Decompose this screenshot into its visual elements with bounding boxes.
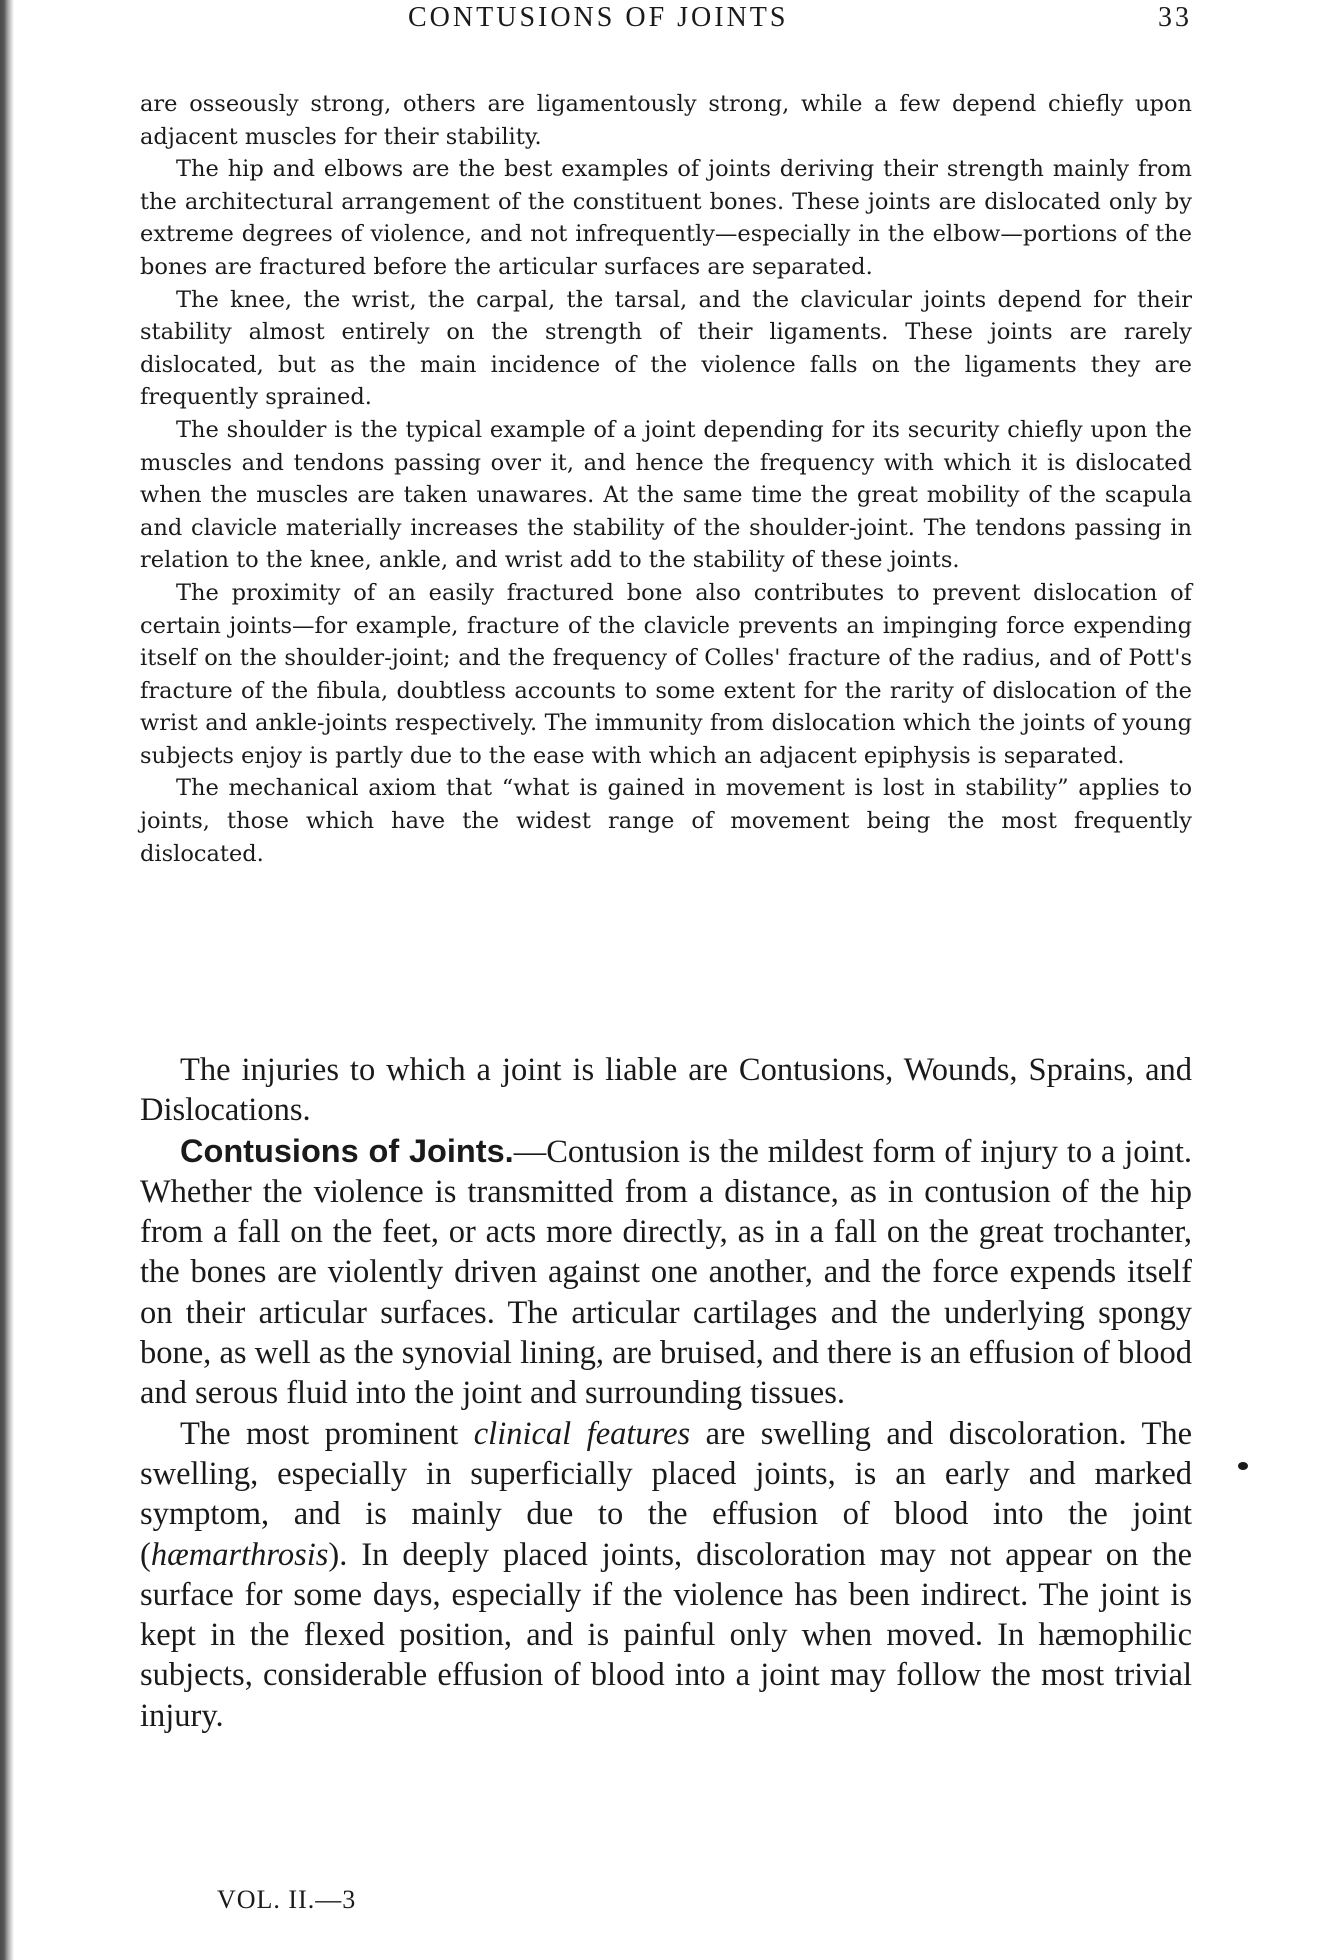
contusions-paragraph <box>140 1131 1192 1414</box>
clinical-features-term: clinical features <box>473 1415 691 1452</box>
paragraph-fractured-bone: The proximity of an easily fractured bone also contributes to prevent dislocation of certain joints—for example, fracture of the clavicle prevents an impinging force expending itself on the shoulder-joint; and the frequency of Colles' fracture of the radius, and of Pott's fracture of the fibula, doubtless accounts to some extent for the rarity of dislocation of the wrist and ankle-joints respectively. The immunity from dislocation which the joints of young subjects enjoy is partly due to the ease with which an adjacent epiphysis is separated. <box>140 579 1192 769</box>
running-head <box>140 2 1192 36</box>
contusions-text: —Contusion is the mildest form of injury to a joint. Whether the violence is transmitted from a distance, as in contusion of the hip from a fall on the feet, or acts more directly, as in a fall on the great trochanter, the bones are violently driven against one another, and the force expends itself on their articular surfaces. The articular cartilages and the underlying spongy bone, as well as the synovial lining, are bruised, and there is an effusion of blood and serous fluid into the joint and surrounding tissues. <box>140 1133 1192 1412</box>
paragraph-shoulder: The shoulder is the typical example of a joint depending for its security chiefly upon the muscles and tendons passing over it, and hence the frequency with which it is dislocated when the muscles are taken unawares. At the same time the great mobility of the scapula and clavicle materially increases the stability of the shoulder-joint. The tendons passing in relation to the knee, ankle, and wrist add to the stability of these joints. <box>140 416 1192 574</box>
contusions-heading: Contusions of Joints. <box>180 1132 514 1169</box>
margin-mark <box>1238 1462 1248 1470</box>
clinical-text-b: ). In deeply placed joints, discoloration may not appear on the surface for some days, especially if the violence has been indirect. The joint is kept in the flexed position, and is painful only when moved. In hæmophilic subjects, considerable effusion of blood into a joint may follow the most trivial injury. <box>140 1536 1192 1734</box>
clinical-text-a: are swelling and discoloration. The swelling, especially in superficially placed joints, is an early and marked symptom, and is mainly due to the effusion of blood into the joint ( <box>140 1415 1192 1573</box>
running-title: CONTUSIONS OF JOINTS <box>408 2 789 33</box>
clinical-lead: The most prominent <box>180 1415 474 1452</box>
main-text-section <box>140 1050 1192 1736</box>
page-number: 33 <box>1158 2 1192 33</box>
paragraph-ligaments: The knee, the wrist, the carpal, the tarsal, and the clavicular joints depend for their stability almost entirely on the strength of their ligaments. These joints are rarely dislocated, but as the main incidence of the violence falls on the ligaments they are frequently sprained. <box>140 286 1192 411</box>
clinical-features-paragraph <box>140 1414 1192 1736</box>
paragraph-mechanical-axiom: The mechanical axiom that “what is gained in movement is lost in stability” applies to joints, those which have the widest range of movement being the most frequently dislocated. <box>140 775 1192 867</box>
paragraph-hip-elbow: The hip and elbows are the best examples of joints deriving their strength mainly from the architectural arrangement of the constituent bones. These joints are dislocated only by extreme degrees of violence, and not infrequently—especially in the elbow—portions of the bones are fractured before the articular surfaces are separated. <box>140 156 1192 280</box>
injuries-paragraph: The injuries to which a joint is liable are Contusions, Wounds, Sprains, and Dislocations. <box>140 1052 1192 1129</box>
small-print-section <box>140 88 1192 870</box>
signature-mark: VOL. II.—3 <box>217 1885 357 1914</box>
continued-paragraph: are osseously strong, others are ligamentously strong, while a few depend chiefly upon adjacent muscles for their stability. <box>140 91 1192 150</box>
haemarthrosis-term: hæmarthrosis <box>150 1536 329 1573</box>
page-binding-edge <box>0 0 14 1960</box>
